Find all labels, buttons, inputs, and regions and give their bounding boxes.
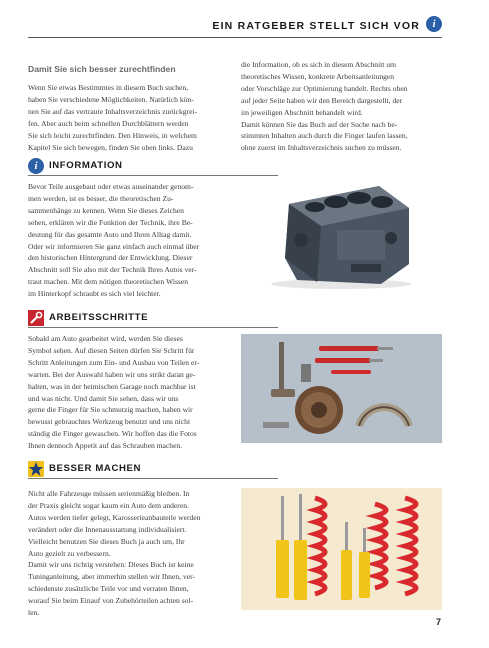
info-icon: i: [426, 16, 442, 32]
text-line: ohne zuerst im Inhaltsverzeichnis suchen zu müssen.: [241, 143, 402, 153]
text-line: verändert oder die Innenausstattung individualisiert.: [28, 524, 187, 534]
text-line: Wenn Sie etwas Bestimmtes in diesem Buch suchen,: [28, 83, 189, 92]
text-line: gerne die Finger für Sie schmutzig machen, haben wir: [28, 405, 193, 415]
text-line: Autos werden tiefer gelegt, Karosserieanbauteile werden: [28, 512, 201, 522]
text-line: Schritt Anleitungen zum Ein- und Ausbau von Teilen er-: [28, 357, 200, 367]
text-line: und was nicht. Und damit Sie sehen, dass wir uns: [28, 393, 179, 403]
text-line: bewusst gebrauchtes Werkzeug benutzt und uns nicht: [28, 417, 191, 427]
text-line: halten, was in der heimischen Garage noch machbar ist: [28, 381, 196, 391]
text-line: deutung für das gesamte Auto und Ihren Alltag damit.: [28, 229, 192, 239]
text-line: sammenhänge zu kennen. Wenn Sie dieses Zeichen: [28, 205, 184, 215]
text-line: len.: [28, 608, 40, 618]
text-line: fen. Aber auch beim schnellen Durchblättern werden: [28, 118, 189, 128]
text-line: Bevor Teile ausgebaut oder etwas auseinander genom-: [28, 182, 194, 191]
tools-and-brake-parts-photo: [241, 334, 442, 443]
text-line: auf jeder Seite haben wir den Bereich dargestellt, der: [241, 95, 403, 105]
page-header: [28, 15, 442, 38]
tuning-icon: [28, 461, 44, 477]
section-heading-information: [28, 158, 278, 176]
chapter-title: EIN RATGEBER STELLT SICH VOR: [212, 20, 420, 32]
text-line: sehen, erklären wir die Funktion der Technik, ihre Be-: [28, 217, 193, 227]
page-number: 7: [435, 617, 441, 627]
info-icon: i: [28, 158, 44, 174]
text-line: warten. Bei der Auswahl haben wir uns strikt daran ge-: [28, 369, 196, 379]
section-text-arbeitsschritte: [28, 333, 232, 452]
text-line: im jeweiligen Abschnitt behandelt wird.: [241, 107, 363, 117]
text-line: den historischen Hintergrund der Entwicklung. Dieser: [28, 253, 193, 263]
engine-block-photo: [241, 180, 442, 292]
wrench-icon: [28, 310, 44, 326]
text-line: worauf Sie beim Einauf von Zubehörteilen achten sol-: [28, 596, 194, 606]
text-line: schiedenste zusätzliche Teile vor und verraten Ihnen,: [28, 584, 189, 594]
intro-right-column: [241, 59, 443, 154]
text-line: der Praxis gleicht sogar kaum ein Auto dem anderen.: [28, 500, 189, 510]
divider: [28, 175, 278, 176]
text-line: traut machen. Mit dem nötigen theoretischen Wissen: [28, 277, 189, 287]
section-title: INFORMATION: [49, 160, 123, 171]
text-line: Kapitel Sie sich bewegen, finden Sie oben links. Dazu: [28, 142, 193, 152]
text-line: oder Vorschläge zur Optimierung handelt. Rechts oben: [241, 83, 408, 93]
intro-left-column: [28, 82, 232, 153]
section-heading-besser-machen: [28, 461, 278, 479]
text-line: die Information, ob es sich in diesem Abschnitt um: [241, 60, 397, 69]
section-text-information: [28, 181, 232, 300]
text-line: ständig die Finger gewaschen. Wir hoffen das die Fotos: [28, 429, 197, 439]
text-line: Sie sich leicht zurechtfinden. Den Hinweis, in welchem: [28, 130, 197, 140]
section-heading-arbeitsschritte: [28, 310, 278, 328]
text-line: Vielleicht benutzen Sie dieses Buch ja auch um, Ihr: [28, 536, 185, 546]
shocks-and-springs-photo: [241, 488, 442, 610]
text-line: haben Sie verschiedene Möglichkeiten. Natürlich kön-: [28, 94, 194, 104]
text-line: stimmten Inhalten auch durch die Finger laufen lassen,: [241, 131, 408, 141]
text-line: nen Sie auf das vertraute Inhaltsverzeichnis zurückgrei-: [28, 106, 198, 116]
divider: [28, 327, 278, 328]
text-line: Tuninganleitung, aber immerhin stellen wir Ihnen, ver-: [28, 572, 196, 582]
text-line: Sobald am Auto gearbeitet wird, werden Sie dieses: [28, 334, 183, 343]
text-line: Oder wir informieren Sie ganz einfach auch einmal über: [28, 241, 200, 251]
text-line: Auto gezielt zu verbessern.: [28, 548, 111, 558]
text-line: Abschnitt soll Sie also mit der Technik Ihres Autos ver-: [28, 265, 197, 275]
text-line: Ihnen dennoch Appetit auf das Schrauben machen.: [28, 441, 183, 451]
section-title: ARBEITSSCHRITTE: [49, 312, 149, 323]
divider: [28, 478, 278, 479]
text-line: im Hinterkopf schraubt es sich viel leichter.: [28, 289, 161, 299]
text-line: men werden, ist es besser, die theoretischen Zu-: [28, 193, 174, 203]
text-line: Symbol sehen. Auf diesen Seiten dürfen Sie Schritt für: [28, 345, 195, 355]
text-line: theoretisches Wissen, konkrete Arbeitsanleitungen: [241, 71, 395, 81]
intro-heading: Damit Sie sich besser zurechtfinden: [28, 64, 176, 74]
text-line: Nicht alle Fahrzeuge müssen serienmäßig bleiben. In: [28, 489, 190, 498]
text-line: Damit können Sie das Buch auf der Suche nach be-: [241, 119, 398, 129]
section-text-besser-machen: [28, 488, 232, 619]
section-title: BESSER MACHEN: [49, 463, 142, 474]
text-line: Damit wir uns richtig verstehen: Dieses Buch ist keine: [28, 560, 194, 570]
